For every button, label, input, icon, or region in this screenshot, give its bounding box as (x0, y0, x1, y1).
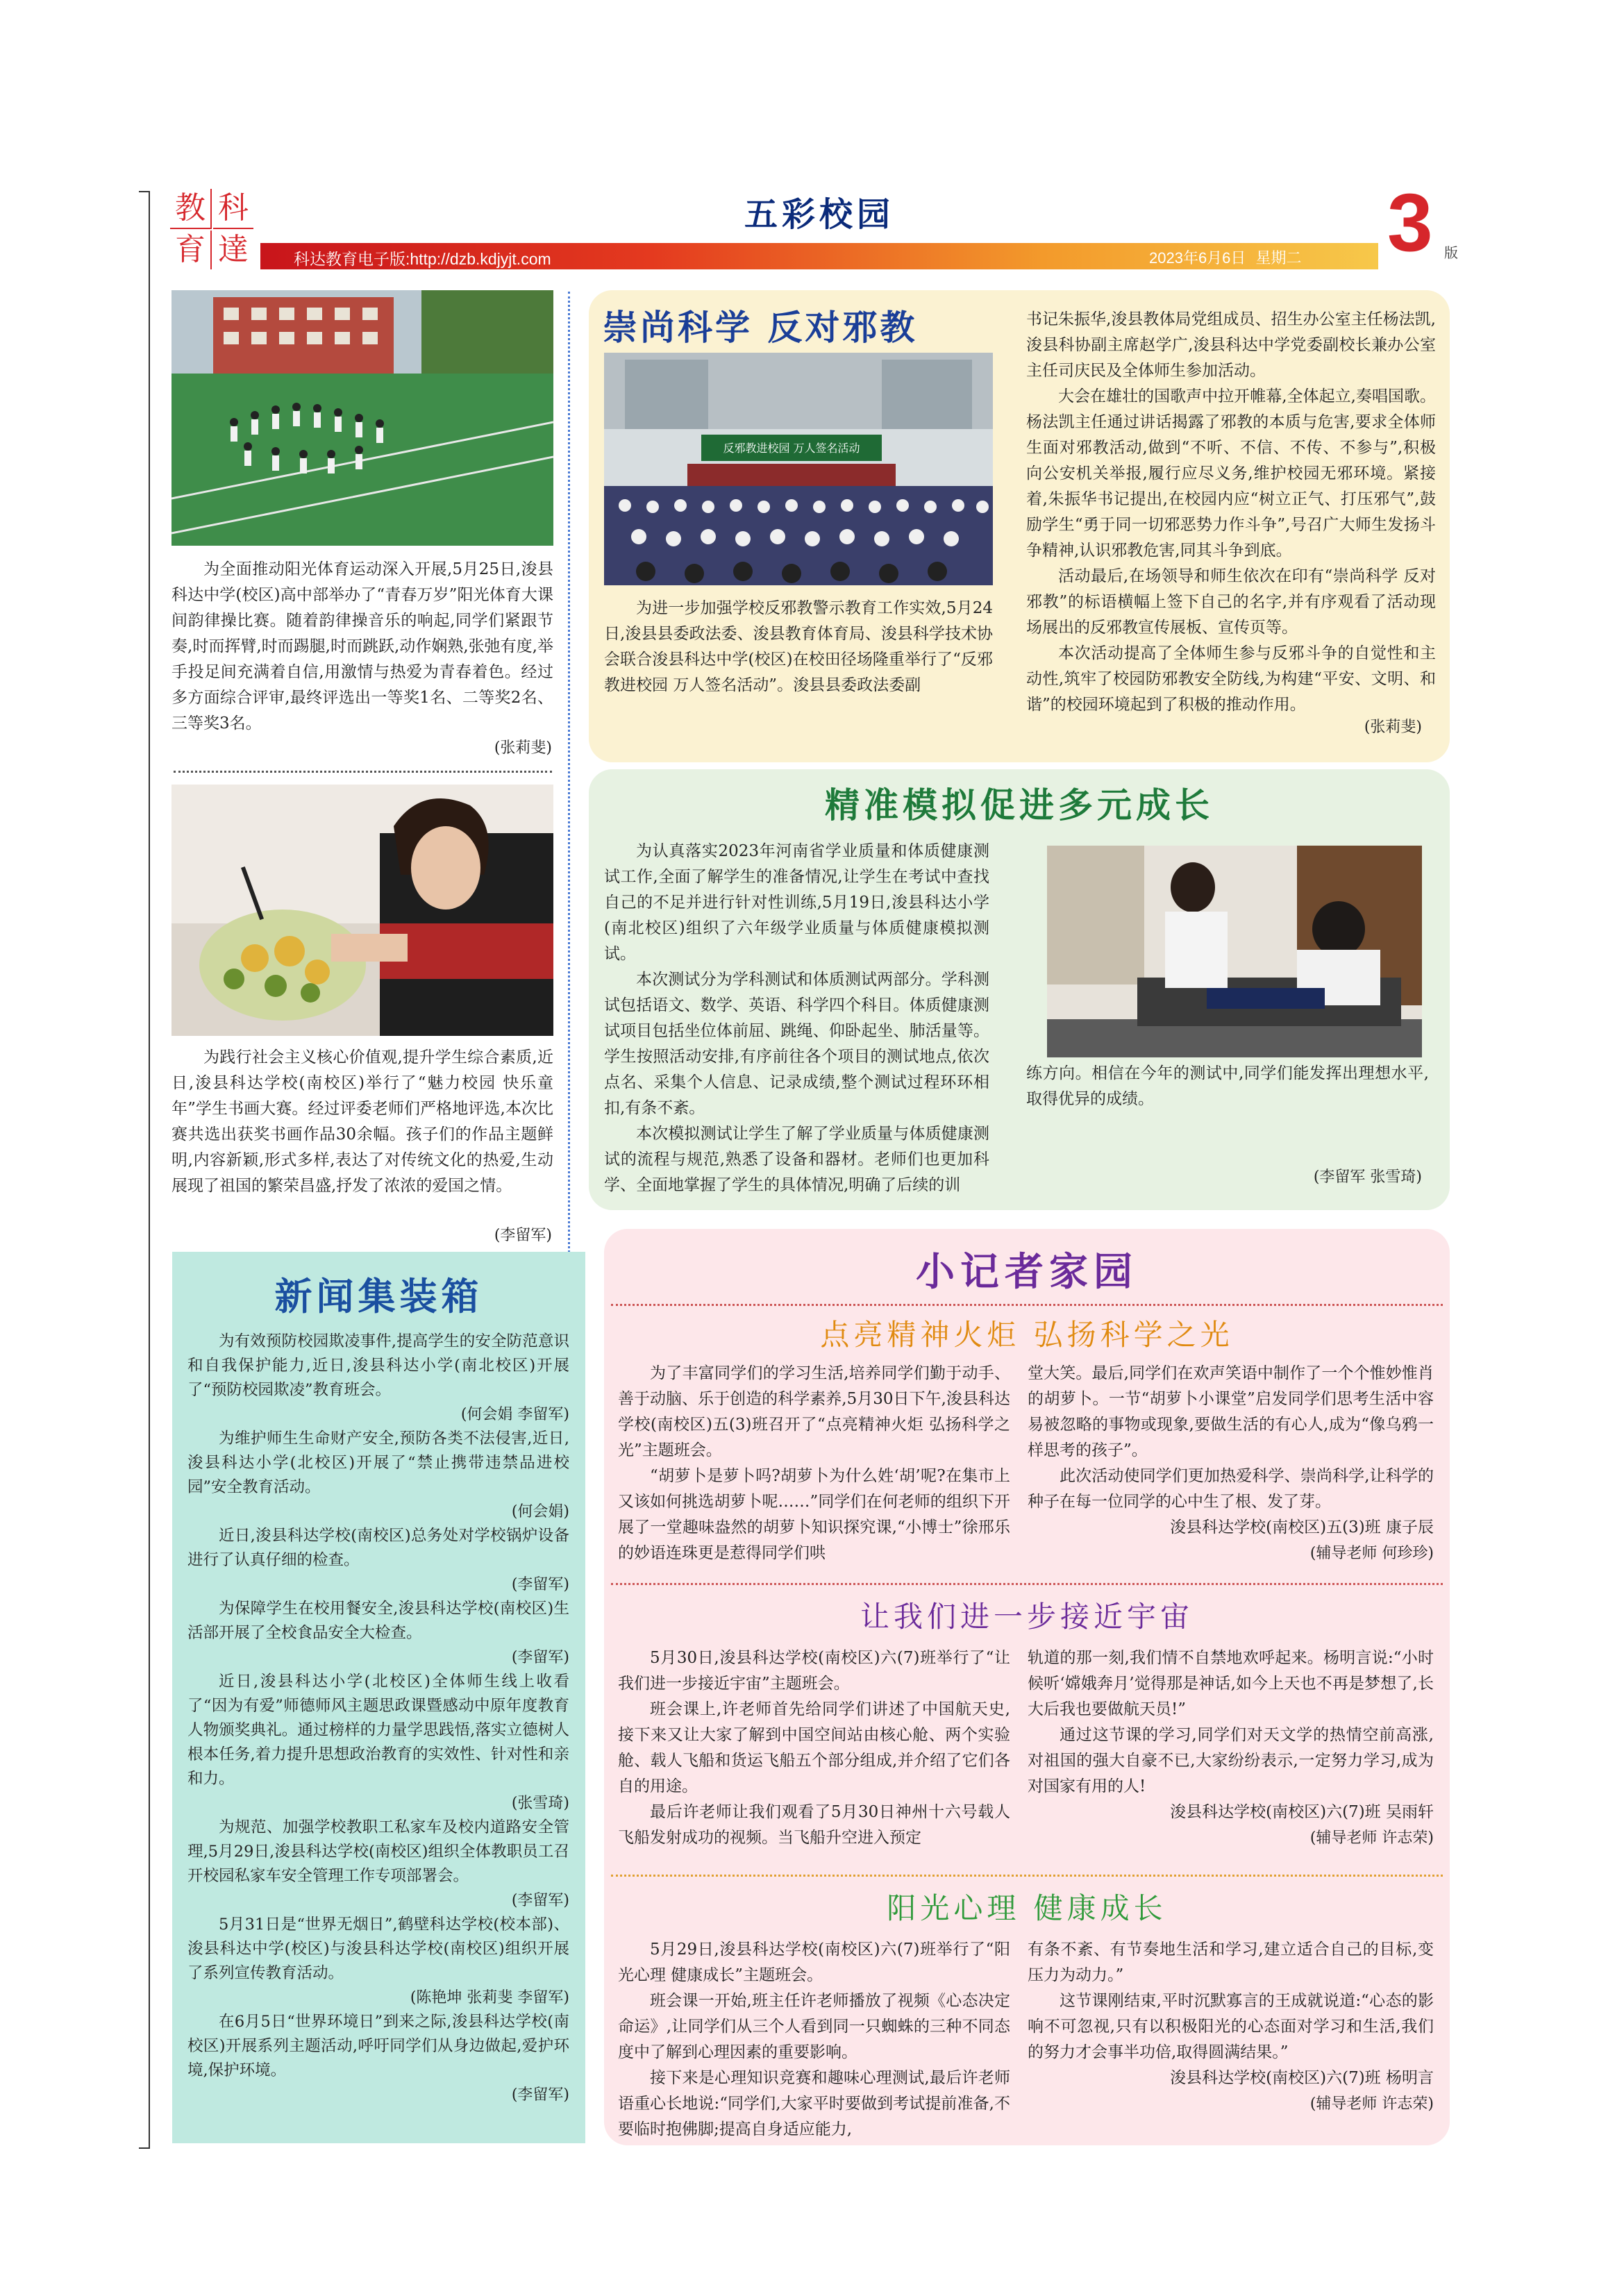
photo-calligraphy-contest (171, 785, 553, 1036)
news-list (187, 1330, 569, 2107)
story3-title: 阳光心理 健康成长 (887, 1891, 1167, 1925)
site-url: 科达教育电子版:http://dzb.kdjyjt.com (294, 250, 551, 268)
photo-fitness-test (1047, 846, 1422, 1057)
story1-paragraph: 此次活动使同学们更加热爱科学、崇尚科学,让科学的种子在每一位同学的心中生了根、发了芽。 (1028, 1467, 1434, 1511)
article2-paragraph: 本次测试分为学科测试和体质测试两部分。学科测试包括语文、数学、英语、科学四个科目。体质健康测试项目包括坐位体前屈、跳绳、仰卧起坐、肺活量等。学生按照活动安排,有序前往各个项目的测试地点,依次点名、采集个人信息、记录成绩,整个测试过程环环相扣,有条不紊。 (604, 971, 989, 1117)
article1-col1 (604, 596, 993, 698)
news-credit: (何会娟) (511, 1503, 569, 1520)
newspaper-logo (170, 189, 256, 271)
news-item: 在6月5日“世界环境日”到来之际,浚县科达学校(南校区)开展系列主题活动,呼吁同学们从身边做起,爱护环境,保护环境。 (187, 2013, 569, 2079)
story1-paragraph: “胡萝卜是萝卜吗?胡萝卜为什么姓‘胡’呢?在集市上又该如何挑选胡萝卜呢……”同学们在何老师的组织下开展了一堂趣味盎然的胡萝卜知识探究课,“小博士”徐邢乐的妙语连珠更是惹得同学们哄 (618, 1467, 1010, 1562)
margin-rule (149, 191, 150, 2149)
story1-teacher: (辅导老师 何珍珍) (1309, 1545, 1434, 1562)
article1-title: 崇尚科学 反对邪教 (603, 308, 918, 348)
story2-byline: 浚县科达学校(南校区)六(7)班 吴雨轩 (1170, 1803, 1434, 1821)
article1-col2 (1026, 307, 1436, 718)
divider (611, 1583, 1443, 1585)
article1-credit: (张莉斐) (1364, 719, 1422, 736)
logo-char: 科 (213, 189, 253, 229)
issue-date: 2023年6月6日 星期二 (1149, 249, 1302, 267)
reporter-home-title: 小记者家园 (916, 1250, 1138, 1295)
story3-paragraph: 接下来是心理知识竞赛和趣味心理测试,最后许老师语重心长地说:“同学们,大家平时要做到考试提前准备,不要临时抱佛脚;提高自身适应能力, (618, 2069, 1010, 2138)
photo-signing-ceremony (604, 353, 993, 585)
article1-paragraph: 大会在雄壮的国歌声中拉开帷幕,全体起立,奏唱国歌。杨法凯主任通过讲话揭露了邪教的本质与危害,要求全体师生面对邪教活动,做到“不听、不信、不传、不参与”,积极向公安机关举报,履行应尽义务,维护校园无邪环境。紧接着,朱振华书记提出,在校园内应“树立正气、打压邪气”,鼓励学生“勇于同一切邪恶势力作斗争”,号召广大师生发扬斗争精神,认识邪教危害,同其斗争到底。 (1026, 387, 1436, 560)
article2-title: 精准模拟促进多元成长 (825, 785, 1214, 826)
story2-col2 (1028, 1645, 1434, 1851)
article1-paragraph: 活动最后,在场领导和师生依次在印有“崇尚科学 反对邪教”的标语横幅上签下自己的名字,并有序观看了活动现场展出的反邪教宣传展板、宣传页等。 (1026, 567, 1436, 637)
story2-paragraph: 最后许老师让我们观看了5月30日神州十六号载人飞船发射成功的视频。当飞船升空进入预定 (618, 1803, 1010, 1847)
story2-paragraph: 班会课上,许老师首先给同学们讲述了中国航天史,接下来又让大家了解到中国空间站由核心舱、两个实验舱、载人飞船和货运飞船五个部分组成,并介绍了它们各自的用途。 (618, 1700, 1010, 1795)
header-bar (260, 243, 1378, 269)
story3-paragraph: 这节课刚结束,平时沉默寡言的王成就说道:“心态的影响不可忽视,只有以积极阳光的心态面对学习和生活,我们的努力才会事半功倍,取得圆满结果。” (1028, 1992, 1434, 2061)
news-credit: (李留军) (511, 1649, 569, 1666)
logo-char: 達 (218, 232, 249, 267)
news-credit: (张雪琦) (511, 1795, 569, 1812)
article-mock-test (589, 769, 1450, 1210)
story3-byline: 浚县科达学校(南校区)六(7)班 杨明言 (1170, 2069, 1434, 2087)
story1-paragraph: 为了丰富同学们的学习生活,培养同学们勤于动手、善于动脑、乐于创造的科学素养,5月30日下午,浚县科达学校(南校区)五(3)班召开了“点亮精神火炬 弘扬科学之光”主题班会。 (618, 1364, 1010, 1459)
article1-paragraph: 为进一步加强学校反邪教警示教育工作实效,5月24日,浚县县委政法委、浚县教育体育局、浚县科学技术协会联合浚县科达中学(校区)在校田径场隆重举行了“反邪教进校园 万人签名活动”。浚县县委政法委副 (604, 599, 993, 694)
news-item: 为维护师生生命财产安全,预防各类不法侵害,近日,浚县科达小学(北校区)开展了“禁止携带违禁品进校园”安全教育活动。 (187, 1430, 569, 1496)
story2-col1 (618, 1645, 1010, 1851)
photo-exercise-competition (171, 290, 553, 546)
photo2-caption-text: 为践行社会主义核心价值观,提升学生综合素质,近日,浚县科达学校(南校区)举行了“魅力校园 快乐童年”学生书画大赛。经过评委老师们严格地评选,本次比赛共选出获奖书画作品30余幅。孩子们的作品主题鲜明,内容新颖,形式多样,表达了对传统文化的热爱,生动展现了祖国的繁荣昌盛,抒发了浓浓的爱国之情。 (171, 1048, 553, 1195)
divider (611, 1304, 1443, 1306)
story3-paragraph: 班会课一开始,班主任许老师播放了视频《心态决定命运》,让同学们从三个人看到同一只蜘蛛的三种不同态度中了解到心理因素的重要影响。 (618, 1992, 1010, 2061)
logo-char: 育 (170, 231, 212, 269)
article1-paragraph: 书记朱振华,浚县教体局党组成员、招生办公室主任杨法凯,浚县科协副主席赵学广,浚县科达中学党委副校长兼办公室主任司庆民及全体师生参加活动。 (1026, 310, 1436, 380)
margin-tick (139, 2147, 149, 2149)
page-number: 3 (1387, 177, 1433, 269)
article2-paragraph: 练方向。相信在今年的测试中,同学们能发挥出理想水平,取得优异的成绩。 (1026, 1064, 1429, 1108)
logo-char: 教 (170, 189, 212, 229)
divider (174, 771, 552, 773)
article-anti-cult (589, 290, 1450, 762)
news-item: 为保障学生在校用餐安全,浚县科达学校(南校区)生活部开展了全校食品安全大检查。 (187, 1600, 569, 1642)
story1-col2 (1028, 1361, 1434, 1566)
story3-col2 (1028, 1937, 1434, 2117)
news-item: 5月31日是“世界无烟日”,鹤壁科达学校(校本部)、浚县科达中学(校区)与浚县科达学校(南校区)组织开展了系列宣传教育活动。 (187, 1916, 569, 1982)
story2-title: 让我们进一步接近宇宙 (860, 1600, 1194, 1634)
photo2-credit: (李留军) (494, 1227, 552, 1244)
article2-paragraph: 为认真落实2023年河南省学业质量和体质健康测试工作,全面了解学生的准备情况,让学生在考试中查找自己的不足并进行针对性训练,5月19日,浚县科达小学(南北校区)组织了六年级学业质量与体质健康模拟测试。 (604, 842, 989, 963)
news-credit: (陈艳坤 张莉斐 李留军) (410, 1989, 569, 2006)
photo1-credit: (张莉斐) (494, 739, 552, 757)
page-suffix: 版 (1444, 244, 1458, 261)
story2-paragraph: 通过这节课的学习,同学们对天文学的热情空前高涨,对祖国的强大自豪不已,大家纷纷表示,一定努力学习,成为对国家有用的人! (1028, 1726, 1434, 1795)
margin-tick (139, 191, 149, 192)
news-item: 近日,浚县科达学校(南校区)总务处对学校锅炉设备进行了认真仔细的检查。 (187, 1527, 569, 1569)
story1-paragraph: 堂大笑。最后,同学们在欢声笑语中制作了一个个惟妙惟肖的胡萝卜。一节“胡萝卜小课堂”启发同学们思考生活中容易被忽略的事物或现象,要做生活的有心人,成为“像乌鸦一样思考的孩子”。 (1028, 1364, 1434, 1459)
reporter-home (604, 1229, 1450, 2145)
news-item: 近日,浚县科达小学(北校区)全体师生线上收看了“因为有爱”师德师风主题思政课暨感动中原年度教育人物颁奖典礼。通过榜样的力量学思践悟,落实立德树人根本任务,着力提升思想政治教育的实效性、针对性和亲和力。 (187, 1673, 569, 1788)
article2-col1 (604, 839, 989, 1198)
photo1-caption (171, 557, 553, 737)
story2-paragraph: 5月30日,浚县科达学校(南校区)六(7)班举行了“让我们进一步接近宇宙”主题班会。 (618, 1649, 1010, 1693)
article2-paragraph: 本次模拟测试让学生了解了学业质量与体质健康测试的流程与规范,熟悉了设备和器材。老师们也更加科学、全面地掌握了学生的具体情况,明确了后续的训 (604, 1125, 989, 1194)
news-box-title: 新闻集装箱 (274, 1275, 483, 1318)
story3-paragraph: 有条不紊、有节奏地生活和学习,建立适合自己的目标,变压力为动力。” (1028, 1941, 1434, 1984)
divider (611, 1875, 1443, 1877)
photo1-caption-text: 为全面推动阳光体育运动深入开展,5月25日,浚县科达中学(校区)高中部举办了“青春万岁”阳光体育大课间韵律操比赛。随着韵律操音乐的响起,同学们紧跟节奏,时而挥臂,时而踢腿,时而跳跃,动作娴熟,张弛有度,举手投足间充满着自信,用激情与热爱为青春着色。经过多方面综合评审,最终评选出一等奖1名、二等奖2名、三等奖3名。 (171, 560, 553, 732)
news-item: 为规范、加强学校教职工私家车及校内道路安全管理,5月29日,浚县科达学校(南校区)组织全体教职员工召开校园私家车安全管理工作专项部署会。 (187, 1818, 569, 1885)
page-title: 五彩校园 (744, 195, 894, 234)
story3-teacher: (辅导老师 许志荣) (1309, 2095, 1434, 2113)
story1-byline: 浚县科达学校(南校区)五(3)班 康子辰 (1170, 1518, 1434, 1536)
news-item: 为有效预防校园欺凌事件,提高学生的安全防范意识和自我保护能力,近日,浚县科达小学(南北校区)开展了“预防校园欺凌”教育班会。 (187, 1332, 569, 1399)
news-credit: (何会娟 李留军) (460, 1406, 569, 1423)
article2-col2 (1026, 1061, 1429, 1112)
news-credit: (李留军) (511, 1576, 569, 1593)
news-credit: (李留军) (511, 1892, 569, 1909)
story1-col1 (618, 1361, 1010, 1566)
story1-title: 点亮精神火炬 弘扬科学之光 (820, 1318, 1234, 1352)
photo2-caption (171, 1045, 553, 1199)
banner-text: 反邪教进校园 万人签名活动 (723, 442, 860, 455)
story3-col1 (618, 1937, 1010, 2143)
story2-teacher: (辅导老师 许志荣) (1309, 1829, 1434, 1847)
news-box (172, 1252, 585, 2143)
article2-credit: (李留军 张雪琦) (1313, 1168, 1422, 1186)
article1-paragraph: 本次活动提高了全体师生参与反邪斗争的自觉性和主动性,筑牢了校园防邪教安全防线,为构建“平安、文明、和谐”的校园环境起到了积极的推动作用。 (1026, 644, 1436, 714)
story3-paragraph: 5月29日,浚县科达学校(南校区)六(7)班举行了“阳光心理 健康成长”主题班会。 (618, 1941, 1010, 1984)
story2-paragraph: 轨道的那一刻,我们情不自禁地欢呼起来。杨明言说:“小时候听‘嫦娥奔月’觉得那是神话,如今上天也不再是梦想了,长大后我也要做航天员!” (1028, 1649, 1434, 1718)
news-credit: (李留军) (511, 2086, 569, 2104)
column-divider (568, 292, 570, 1277)
